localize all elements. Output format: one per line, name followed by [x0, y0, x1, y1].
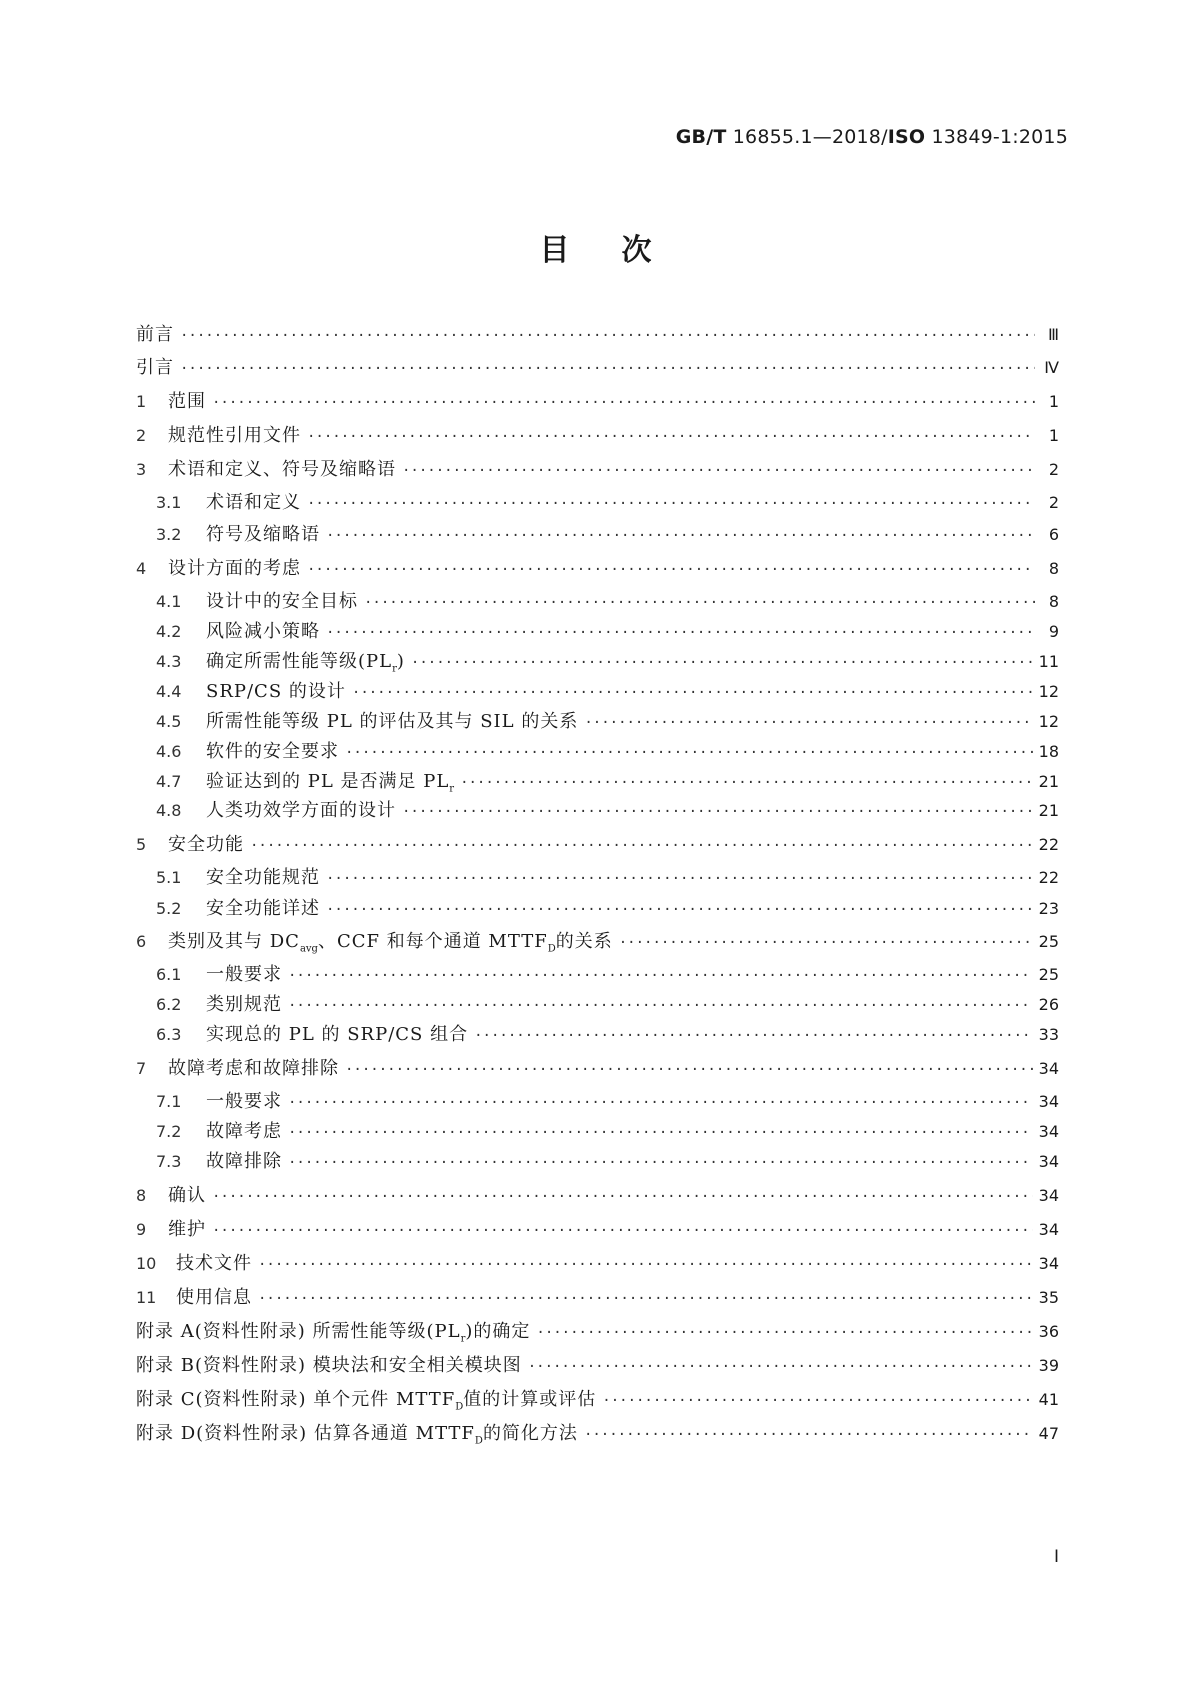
- toc-label: 安全功能: [168, 834, 244, 855]
- toc-page: 22: [1038, 868, 1059, 887]
- leader-dots: [307, 424, 1035, 450]
- toc-entry-4-6[interactable]: [156, 739, 1059, 765]
- toc-number: 5: [136, 835, 147, 854]
- toc-page: 34: [1038, 1152, 1059, 1171]
- toc-label: 范围: [168, 391, 206, 412]
- toc-page: 39: [1038, 1356, 1059, 1375]
- toc-entry-preface[interactable]: [136, 322, 1059, 348]
- toc-page: 34: [1038, 1059, 1059, 1078]
- toc-label: 附录 B(资料性附录) 模块法和安全相关模块图: [136, 1355, 522, 1376]
- toc-label: 使用信息: [176, 1287, 252, 1308]
- label-part: 附录 C(资料性附录) 单个元件 MTTF: [136, 1389, 456, 1410]
- toc-label: 人类功效学方面的设计: [206, 800, 396, 821]
- label-subscript: r: [449, 783, 455, 795]
- leader-dots: [528, 1354, 1033, 1380]
- toc-page: 9: [1048, 622, 1059, 641]
- toc-entry-7[interactable]: [136, 1056, 1059, 1082]
- toc-entry-6-3[interactable]: [156, 1022, 1059, 1048]
- leader-dots: [584, 1422, 1033, 1448]
- toc-entry-9[interactable]: [136, 1217, 1059, 1243]
- leader-dots: [288, 963, 1033, 989]
- leader-dots: [402, 799, 1033, 825]
- leader-dots: [364, 590, 1035, 616]
- leader-dots: [352, 680, 1033, 706]
- toc-number: 6.3: [156, 1025, 182, 1044]
- label-part: 值的计算或评估: [463, 1389, 597, 1410]
- leader-dots: [326, 866, 1033, 892]
- toc-page: Ⅳ: [1044, 358, 1059, 377]
- toc-entry-6[interactable]: [136, 929, 1059, 955]
- toc-entry-7-1[interactable]: [156, 1089, 1059, 1115]
- leader-dots: [460, 770, 1033, 796]
- toc-number: 7: [136, 1059, 147, 1078]
- toc-label: 术语和定义、符号及缩略语: [168, 459, 396, 480]
- leader-dots: [288, 993, 1033, 1019]
- label-part: 附录 D(资料性附录) 估算各通道 MTTF: [136, 1423, 475, 1444]
- toc-entry-4-1[interactable]: [156, 589, 1059, 615]
- toc-page: 36: [1038, 1322, 1059, 1341]
- label-subscript: D: [455, 1401, 464, 1413]
- toc-number: 4.7: [156, 772, 182, 791]
- toc-entry-5-1[interactable]: [156, 865, 1059, 891]
- toc-label: 规范性引用文件: [168, 425, 301, 446]
- toc-page: 12: [1038, 712, 1059, 731]
- leader-dots: [250, 833, 1033, 859]
- toc-label: 术语和定义: [206, 492, 301, 513]
- leader-dots: [536, 1320, 1032, 1346]
- leader-dots: [288, 1150, 1033, 1176]
- toc-label: 故障排除: [206, 1151, 282, 1172]
- toc-entry-4-2[interactable]: [156, 619, 1059, 645]
- toc-number: 9: [136, 1220, 147, 1239]
- toc-number: 3.2: [156, 525, 182, 544]
- toc-entry-4-8[interactable]: [156, 798, 1059, 824]
- page-title: 目次: [539, 233, 704, 268]
- toc-label: [206, 649, 405, 683]
- leader-dots: [288, 1120, 1033, 1146]
- leader-dots: [307, 557, 1035, 583]
- toc-label: [136, 1387, 596, 1421]
- leader-dots: [584, 710, 1032, 736]
- toc-number: 4.8: [156, 801, 182, 820]
- leader-dots: [258, 1286, 1033, 1312]
- toc-label: 实现总的 PL 的 SRP/CS 组合: [206, 1024, 469, 1045]
- label-part: 、CCF 和每个通道 MTTF: [317, 931, 548, 952]
- toc-label: 风险减小策略: [206, 621, 320, 642]
- label-part: 附录 A(资料性附录) 所需性能等级(PL: [136, 1321, 461, 1342]
- leader-dots: [212, 1218, 1033, 1244]
- leader-dots: [307, 491, 1035, 517]
- toc-page: 1: [1048, 426, 1059, 445]
- label-part: 验证达到的 PL 是否满足 PL: [206, 771, 450, 792]
- toc-entry-annex-b[interactable]: [136, 1353, 1059, 1379]
- std-prefix: GB/T: [675, 126, 727, 148]
- toc-page: 34: [1038, 1122, 1059, 1141]
- toc-page: 6: [1048, 525, 1059, 544]
- toc-label: 维护: [168, 1219, 206, 1240]
- leader-dots: [288, 1090, 1033, 1116]
- toc-entry-3[interactable]: [136, 457, 1059, 483]
- toc-number: 7.3: [156, 1152, 182, 1171]
- toc-entry-6-1[interactable]: [156, 962, 1059, 988]
- leader-dots: [345, 1057, 1033, 1083]
- toc-page: 21: [1038, 801, 1059, 820]
- label-subscript: avg: [299, 943, 318, 955]
- label-part: ): [396, 651, 405, 672]
- toc-entry-1[interactable]: [136, 389, 1059, 415]
- toc-entry-annex-c[interactable]: [136, 1387, 1059, 1413]
- toc-page: 8: [1048, 592, 1059, 611]
- toc-page: 34: [1038, 1254, 1059, 1273]
- leader-dots: [345, 740, 1033, 766]
- toc-number: 6: [136, 932, 147, 951]
- leader-dots: [212, 390, 1035, 416]
- toc-number: 4.4: [156, 682, 182, 701]
- toc-label: 安全功能详述: [206, 898, 320, 919]
- toc-label: 软件的安全要求: [206, 741, 339, 762]
- toc-label: 所需性能等级 PL 的评估及其与 SIL 的关系: [206, 711, 579, 732]
- toc-page: 34: [1038, 1220, 1059, 1239]
- toc-entry-2[interactable]: [136, 423, 1059, 449]
- toc-page: 22: [1038, 835, 1059, 854]
- leader-dots: [258, 1252, 1033, 1278]
- toc-label: 一般要求: [206, 964, 282, 985]
- toc-page: 2: [1048, 493, 1059, 512]
- leader-dots: [180, 323, 1035, 349]
- toc-number: 4: [136, 559, 147, 578]
- leader-dots: [326, 523, 1035, 549]
- leader-dots: [402, 458, 1035, 484]
- label-part: 的简化方法: [482, 1423, 578, 1444]
- toc-number: 4.1: [156, 592, 182, 611]
- toc-number: 4.5: [156, 712, 182, 731]
- toc-entry-3-1[interactable]: [156, 490, 1059, 516]
- iso-prefix: ISO: [887, 126, 926, 148]
- toc-label: 设计方面的考虑: [168, 558, 301, 579]
- toc-page: 11: [1038, 652, 1059, 671]
- toc-entry-5-2[interactable]: [156, 896, 1059, 922]
- toc-page: 26: [1038, 995, 1059, 1014]
- toc-label: 引言: [136, 357, 174, 378]
- toc-label: [168, 929, 613, 963]
- toc-entry-intro[interactable]: [136, 355, 1059, 381]
- toc-number: 6.2: [156, 995, 182, 1014]
- toc-label: 技术文件: [176, 1253, 252, 1274]
- label-part: 类别及其与 DC: [168, 931, 300, 952]
- leader-dots: [212, 1184, 1033, 1210]
- toc-entry-4[interactable]: [136, 556, 1059, 582]
- toc-number: 5.1: [156, 868, 182, 887]
- toc-number: 11: [136, 1288, 157, 1307]
- toc-page: 12: [1038, 682, 1059, 701]
- toc-page: 1: [1048, 392, 1059, 411]
- label-subscript: r: [392, 663, 397, 675]
- toc-page: 47: [1038, 1424, 1059, 1443]
- toc-entry-annex-d[interactable]: [136, 1421, 1059, 1447]
- toc-label: [136, 1421, 578, 1455]
- toc-label: 故障考虑: [206, 1121, 282, 1142]
- label-subscript: D: [547, 943, 556, 955]
- toc-number: 6.1: [156, 965, 182, 984]
- toc-number: 7.2: [156, 1122, 182, 1141]
- leader-dots: [619, 930, 1033, 956]
- toc-entry-7-3[interactable]: [156, 1149, 1059, 1175]
- toc-number: 4.3: [156, 652, 182, 671]
- leader-dots: [474, 1023, 1033, 1049]
- label-subscript: r: [460, 1333, 466, 1345]
- toc-number: 8: [136, 1186, 147, 1205]
- toc-label: 类别规范: [206, 994, 282, 1015]
- toc-number: 4.2: [156, 622, 182, 641]
- toc-label: SRP/CS 的设计: [206, 681, 346, 702]
- standard-header: [676, 126, 1068, 148]
- toc-entry-4-3[interactable]: [156, 649, 1059, 675]
- label-subscript: D: [474, 1435, 483, 1447]
- toc-entry-4-5[interactable]: [156, 709, 1059, 735]
- toc-page: 34: [1038, 1186, 1059, 1205]
- toc-entry-11[interactable]: [136, 1285, 1059, 1311]
- toc-entry-6-2[interactable]: [156, 992, 1059, 1018]
- toc-entry-5[interactable]: [136, 832, 1059, 858]
- toc-label: 确认: [168, 1185, 206, 1206]
- toc-label: 一般要求: [206, 1091, 282, 1112]
- label-part: )的确定: [465, 1321, 531, 1342]
- std-number: 16855.1—2018/: [726, 126, 888, 148]
- label-part: 的关系: [555, 931, 613, 952]
- toc-page: 8: [1048, 559, 1059, 578]
- toc-number: 3: [136, 460, 147, 479]
- toc-entry-annex-a[interactable]: [136, 1319, 1059, 1345]
- leader-dots: [602, 1388, 1032, 1414]
- toc-entry-8[interactable]: [136, 1183, 1059, 1209]
- toc-number: 10: [136, 1254, 157, 1273]
- toc-number: 5.2: [156, 899, 182, 918]
- toc-entry-7-2[interactable]: [156, 1119, 1059, 1145]
- toc-page: 34: [1038, 1092, 1059, 1111]
- toc-page: 23: [1038, 899, 1059, 918]
- toc-page: 35: [1038, 1288, 1059, 1307]
- toc-number: 1: [136, 392, 147, 411]
- toc-page: 2: [1048, 460, 1059, 479]
- toc-label: [136, 1319, 530, 1353]
- toc-label: 安全功能规范: [206, 867, 320, 888]
- leader-dots: [326, 620, 1035, 646]
- iso-number: 13849-1:2015: [925, 126, 1068, 148]
- toc-entry-4-7[interactable]: [156, 769, 1059, 795]
- leader-dots: [326, 897, 1033, 923]
- label-part: 确定所需性能等级(PL: [206, 651, 393, 672]
- toc-page: Ⅲ: [1047, 325, 1059, 344]
- toc-number: 3.1: [156, 493, 182, 512]
- toc-page: 33: [1038, 1025, 1059, 1044]
- toc-number: 2: [136, 426, 147, 445]
- toc-page: 21: [1038, 772, 1059, 791]
- toc-entry-4-4[interactable]: [156, 679, 1059, 705]
- toc-label: 故障考虑和故障排除: [168, 1058, 339, 1079]
- toc-number: 7.1: [156, 1092, 182, 1111]
- toc-entry-3-2[interactable]: [156, 522, 1059, 548]
- page-number: I: [1053, 1547, 1059, 1567]
- toc-label: 设计中的安全目标: [206, 591, 358, 612]
- toc-label: 符号及缩略语: [206, 524, 320, 545]
- toc-entry-10[interactable]: [136, 1251, 1059, 1277]
- leader-dots: [411, 650, 1033, 676]
- toc-page: 25: [1038, 932, 1059, 951]
- toc-label: 前言: [136, 324, 174, 345]
- toc-page: 25: [1038, 965, 1059, 984]
- toc-number: 4.6: [156, 742, 182, 761]
- leader-dots: [180, 356, 1035, 382]
- toc-page: 18: [1038, 742, 1059, 761]
- toc-page: 41: [1038, 1390, 1059, 1409]
